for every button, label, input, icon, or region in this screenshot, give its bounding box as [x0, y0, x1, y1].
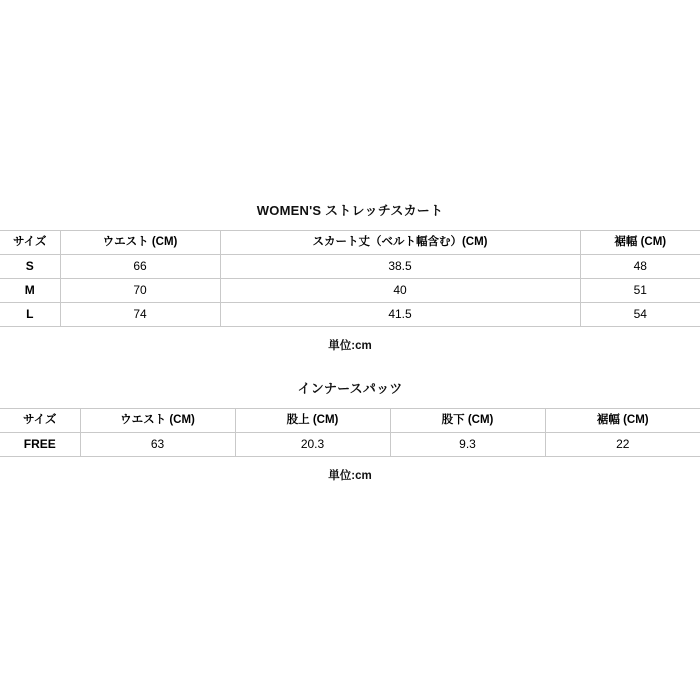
cell-skirt-length: 40: [220, 279, 580, 303]
column-header-skirt-length: スカート丈（ベルト幅含む）(CM): [220, 231, 580, 255]
column-header-inseam: 股下 (CM): [390, 409, 545, 433]
column-header-size: サイズ: [0, 231, 60, 255]
table-row: [0, 279, 700, 303]
cell-hem-width: 54: [580, 303, 700, 327]
unit-note-skirt: 単位:cm: [328, 340, 372, 352]
table-header-row: [0, 231, 700, 255]
column-header-hem-width: 裾幅 (CM): [545, 409, 700, 433]
table-body-inner: [0, 433, 700, 457]
cell-size: L: [0, 303, 60, 327]
table-row: [0, 255, 700, 279]
cell-rise: 20.3: [235, 433, 390, 457]
column-header-waist: ウエスト (CM): [60, 231, 220, 255]
table-row: [0, 303, 700, 327]
column-header-waist: ウエスト (CM): [80, 409, 235, 433]
cell-waist: 66: [60, 255, 220, 279]
column-header-rise: 股上 (CM): [235, 409, 390, 433]
size-table-inner: [0, 408, 700, 457]
page-title-skirt: WOMEN'S ストレッチスカート: [256, 203, 444, 218]
cell-size: M: [0, 279, 60, 303]
cell-skirt-length: 41.5: [220, 303, 580, 327]
table-header-inner: [0, 409, 700, 433]
table-row: [0, 433, 700, 457]
cell-inseam: 9.3: [390, 433, 545, 457]
cell-size: FREE: [0, 433, 80, 457]
size-table-skirt: [0, 230, 700, 327]
table-header-skirt: [0, 231, 700, 255]
cell-hem-width: 22: [545, 433, 700, 457]
size-table-block-inner: [0, 378, 700, 483]
cell-hem-width: 48: [580, 255, 700, 279]
page-title-inner: インナースパッツ: [297, 381, 403, 396]
cell-waist: 63: [80, 433, 235, 457]
cell-hem-width: 51: [580, 279, 700, 303]
cell-waist: 74: [60, 303, 220, 327]
table-header-row: [0, 409, 700, 433]
table-body-skirt: [0, 255, 700, 327]
unit-note-inner: 単位:cm: [328, 470, 372, 482]
column-header-hem-width: 裾幅 (CM): [580, 231, 700, 255]
size-table-block-skirt: [0, 200, 700, 353]
cell-skirt-length: 38.5: [220, 255, 580, 279]
cell-size: S: [0, 255, 60, 279]
column-header-size: サイズ: [0, 409, 80, 433]
cell-waist: 70: [60, 279, 220, 303]
